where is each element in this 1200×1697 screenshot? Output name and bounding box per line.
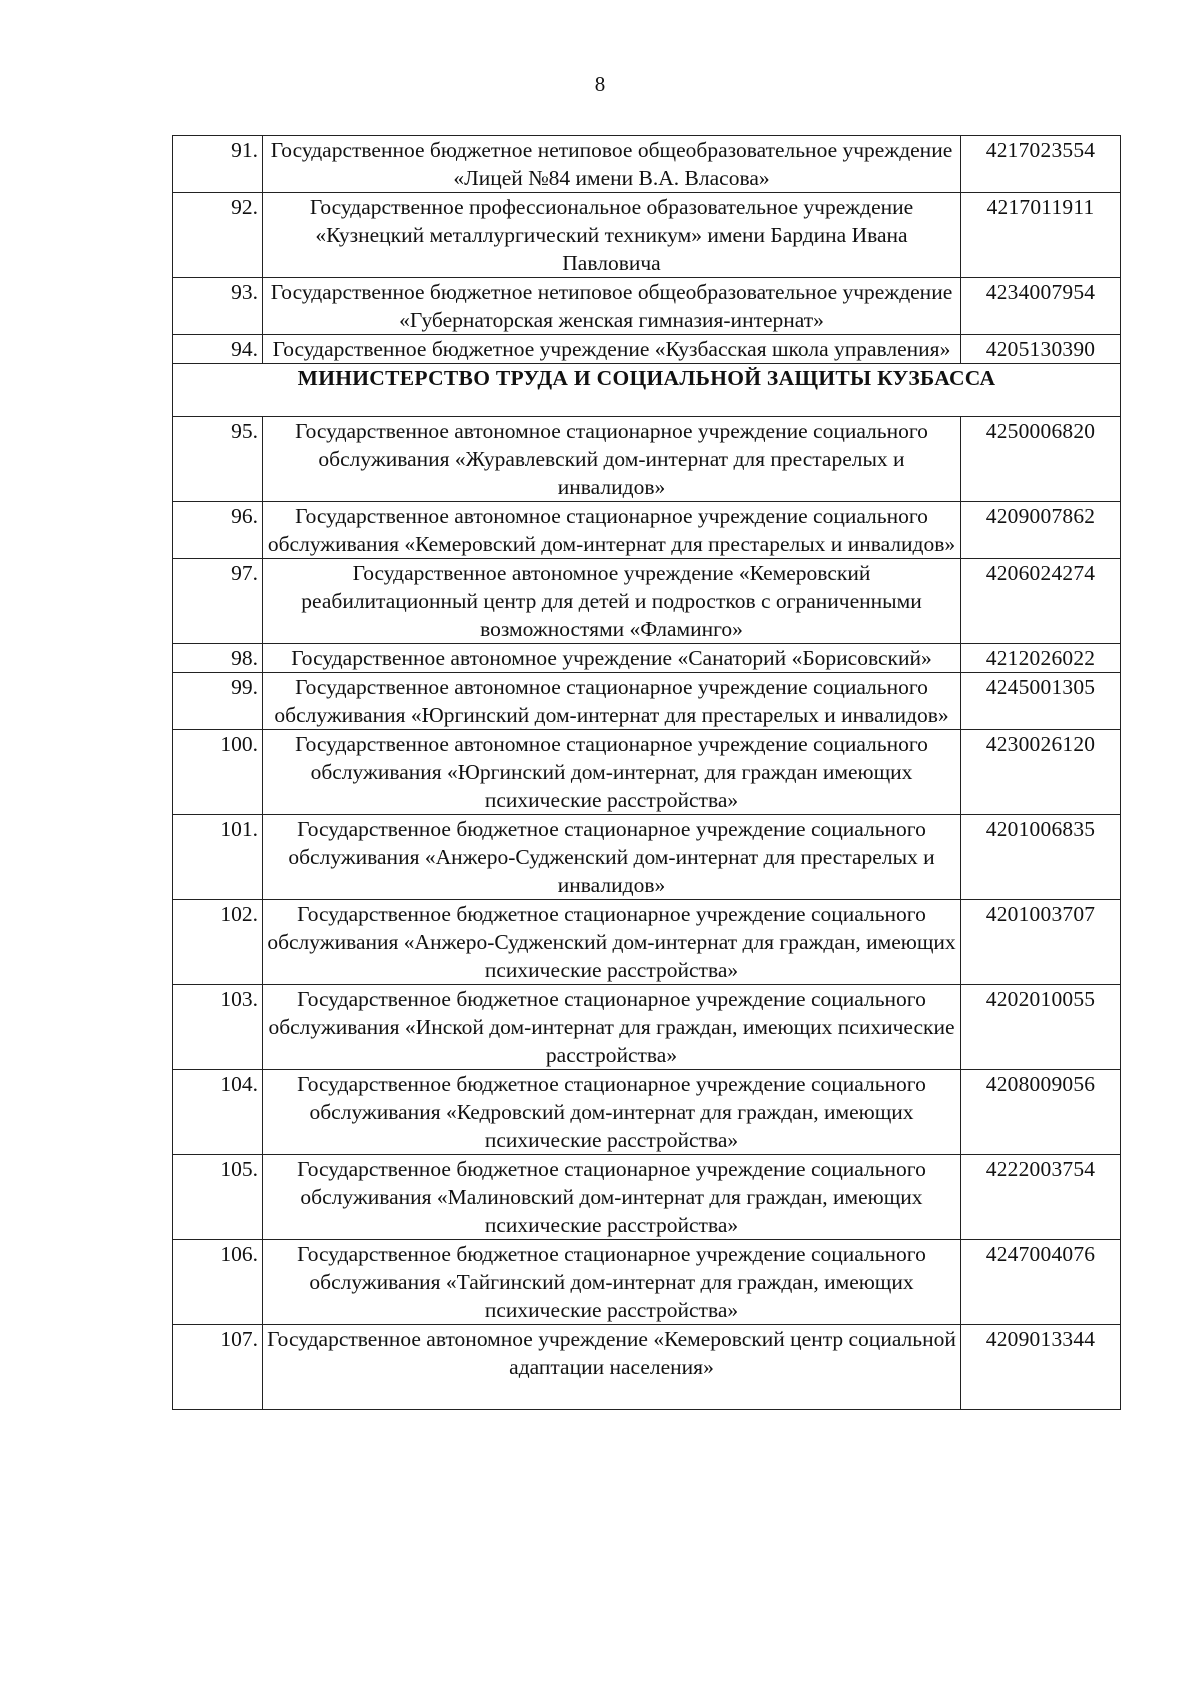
organization-name: Государственное бюджетное стационарное учреждение социального обслуживания «Кедровский дом-интернат для граждан, имеющих психические расстройства» <box>263 1070 961 1155</box>
row-number: 103. <box>173 985 263 1070</box>
table-row <box>173 900 1121 985</box>
table-row <box>173 1240 1121 1325</box>
table-row <box>173 417 1121 502</box>
organization-name: Государственное автономное стационарное учреждение социального обслуживания «Кемеровский дом-интернат для престарелых и инвалидов» <box>263 502 961 559</box>
inn-code: 4202010055 <box>961 985 1121 1070</box>
table-row <box>173 502 1121 559</box>
row-number: 91. <box>173 136 263 193</box>
row-number: 96. <box>173 502 263 559</box>
table-row <box>173 673 1121 730</box>
inn-code: 4222003754 <box>961 1155 1121 1240</box>
row-number: 94. <box>173 335 263 364</box>
inn-code: 4205130390 <box>961 335 1121 364</box>
organization-name: Государственное бюджетное нетиповое общеобразовательное учреждение «Лицей №84 имени В.А. Власова» <box>263 136 961 193</box>
organization-name: Государственное бюджетное стационарное учреждение социального обслуживания «Тайгинский дом-интернат для граждан, имеющих психические расстройства» <box>263 1240 961 1325</box>
table-row <box>173 1325 1121 1410</box>
row-number: 100. <box>173 730 263 815</box>
inn-code: 4217011911 <box>961 193 1121 278</box>
table-row <box>173 278 1121 335</box>
inn-code: 4209007862 <box>961 502 1121 559</box>
table-row <box>173 730 1121 815</box>
organization-name: Государственное бюджетное нетиповое общеобразовательное учреждение «Губернаторская женская гимназия-интернат» <box>263 278 961 335</box>
organization-name: Государственное профессиональное образовательное учреждение «Кузнецкий металлургический техникум» имени Бардина Ивана Павловича <box>263 193 961 278</box>
row-number: 105. <box>173 1155 263 1240</box>
table-row <box>173 815 1121 900</box>
table-row <box>173 644 1121 673</box>
organization-name: Государственное бюджетное стационарное учреждение социального обслуживания «Инской дом-интернат для граждан, имеющих психические расстройства» <box>263 985 961 1070</box>
row-number: 104. <box>173 1070 263 1155</box>
organizations-table <box>172 135 1121 1410</box>
page-number: 8 <box>594 72 606 96</box>
row-number: 93. <box>173 278 263 335</box>
inn-code: 4209013344 <box>961 1325 1121 1410</box>
section-row <box>173 364 1121 417</box>
organization-name: Государственное бюджетное стационарное учреждение социального обслуживания «Малиновский дом-интернат для граждан, имеющих психические расстройства» <box>263 1155 961 1240</box>
organization-name: Государственное автономное учреждение «Санаторий «Борисовский» <box>263 644 961 673</box>
organization-name: Государственное автономное учреждение «Кемеровский реабилитационный центр для детей и подростков с ограниченными возможностями «Фламинго» <box>263 559 961 644</box>
table-row <box>173 985 1121 1070</box>
row-number: 92. <box>173 193 263 278</box>
row-number: 97. <box>173 559 263 644</box>
row-number: 101. <box>173 815 263 900</box>
section-title: МИНИСТЕРСТВО ТРУДА И СОЦИАЛЬНОЙ ЗАЩИТЫ КУЗБАССА <box>173 364 1121 417</box>
table-row <box>173 1070 1121 1155</box>
table-row <box>173 335 1121 364</box>
inn-code: 4217023554 <box>961 136 1121 193</box>
row-number: 95. <box>173 417 263 502</box>
inn-code: 4206024274 <box>961 559 1121 644</box>
organization-name: Государственное бюджетное стационарное учреждение социального обслуживания «Анжеро-Судженский дом-интернат для престарелых и инвалидов» <box>263 815 961 900</box>
organization-name: Государственное автономное стационарное учреждение социального обслуживания «Юргинский дом-интернат для престарелых и инвалидов» <box>263 673 961 730</box>
table-row <box>173 1155 1121 1240</box>
inn-code: 4234007954 <box>961 278 1121 335</box>
inn-code: 4230026120 <box>961 730 1121 815</box>
table-row <box>173 193 1121 278</box>
table-row <box>173 559 1121 644</box>
row-number: 106. <box>173 1240 263 1325</box>
row-number: 107. <box>173 1325 263 1410</box>
row-number: 99. <box>173 673 263 730</box>
inn-code: 4201006835 <box>961 815 1121 900</box>
inn-code: 4245001305 <box>961 673 1121 730</box>
inn-code: 4247004076 <box>961 1240 1121 1325</box>
inn-code: 4208009056 <box>961 1070 1121 1155</box>
organization-name: Государственное бюджетное учреждение «Кузбасская школа управления» <box>263 335 961 364</box>
table-row <box>173 136 1121 193</box>
organization-name: Государственное бюджетное стационарное учреждение социального обслуживания «Анжеро-Судженский дом-интернат для граждан, имеющих психические расстройства» <box>263 900 961 985</box>
inn-code: 4250006820 <box>961 417 1121 502</box>
organization-name: Государственное автономное стационарное учреждение социального обслуживания «Юргинский дом-интернат, для граждан имеющих психические расстройства» <box>263 730 961 815</box>
organization-name: Государственное автономное стационарное учреждение социального обслуживания «Журавлевский дом-интернат для престарелых и инвалидов» <box>263 417 961 502</box>
organization-name: Государственное автономное учреждение «Кемеровский центр социальной адаптации населения» <box>263 1325 961 1410</box>
row-number: 98. <box>173 644 263 673</box>
inn-code: 4201003707 <box>961 900 1121 985</box>
row-number: 102. <box>173 900 263 985</box>
table-body <box>173 136 1121 1410</box>
inn-code: 4212026022 <box>961 644 1121 673</box>
